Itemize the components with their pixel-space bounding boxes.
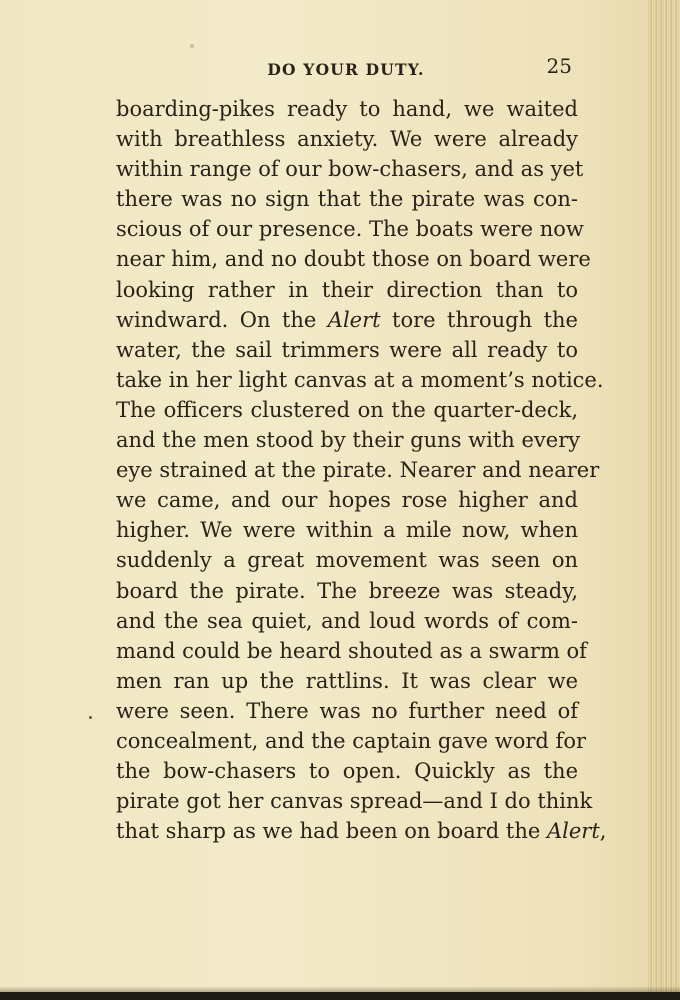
text-line: were seen. There was no further need of [116, 698, 578, 723]
page-edge-stack [648, 0, 680, 1000]
page-number: 25 [546, 54, 572, 78]
text-line: mand could be heard shouted as a swarm of [116, 638, 587, 663]
text-fragment: windward. On the [116, 307, 328, 332]
running-head: DO YOUR DUTY. [267, 60, 425, 79]
text-line: there was no sign that the pirate was con- [116, 187, 578, 212]
text-line: within range of our bow-chasers, and as yet [116, 157, 584, 182]
body-text [116, 94, 607, 846]
margin-mark [89, 716, 92, 719]
text-line: we came, and our hopes rose higher and [116, 488, 578, 513]
text-line: with breathless anxiety. We were already [116, 127, 578, 152]
text-line: higher. We were within a mile now, when [116, 518, 578, 543]
text-line: near him, and no doubt those on board were [116, 247, 591, 272]
text-line: water, the sail trimmers were all ready to [116, 337, 578, 362]
text-line: The officers clustered on the quarter-deck, [116, 397, 578, 422]
text-line: men ran up the rattlins. It was clear we [116, 668, 578, 693]
text-line: scious of our presence. The boats were now [116, 217, 584, 242]
text-line: board the pirate. The breeze was steady, [116, 578, 578, 603]
page-header [118, 54, 574, 84]
text-line: and the sea quiet, and loud words of com- [116, 608, 578, 633]
text-line [116, 816, 607, 846]
text-line: suddenly a great movement was seen on [116, 548, 578, 573]
paper-speck [190, 44, 194, 48]
text-fragment: that sharp as we had been on board the [116, 819, 547, 844]
ship-name-italic: Alert [546, 819, 600, 844]
bottom-bar [0, 992, 680, 1000]
text-fragment: tore through the [380, 307, 578, 332]
text-line: eye strained at the pirate. Nearer and nearer [116, 458, 600, 483]
text-line: pirate got her canvas spread—and I do think [116, 789, 593, 814]
text-fragment: , [599, 819, 607, 844]
text-line: and the men stood by their guns with every [116, 428, 581, 453]
text-line: the bow-chasers to open. Quickly as the [116, 759, 578, 784]
text-line [116, 305, 578, 335]
text-line: boarding-pikes ready to hand, we waited [116, 97, 578, 121]
ship-name-italic: Alert [327, 307, 381, 332]
text-line: take in her light canvas at a moment’s notice. [116, 367, 604, 392]
text-line: looking rather in their direction than to [116, 277, 578, 302]
text-line: concealment, and the captain gave word for [116, 728, 586, 753]
